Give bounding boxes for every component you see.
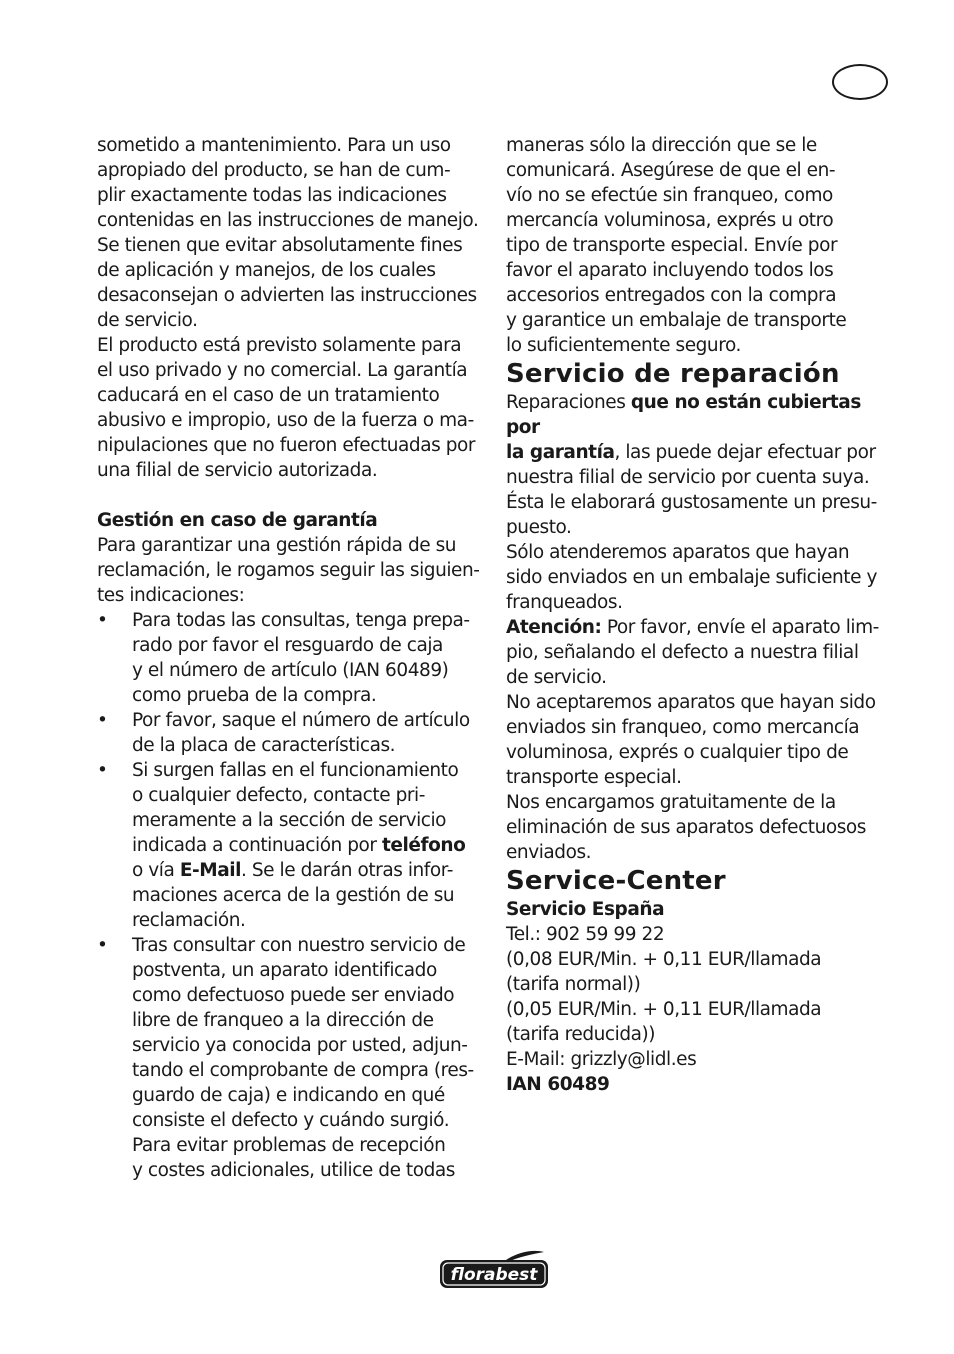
list-item-text: o vía — [132, 860, 175, 881]
service-country-title: Servicio España — [506, 899, 665, 920]
reparacion-paragraph-2: Sólo atenderemos aparatos que hayan sido enviados en un embalaje suficiente y franqueados. — [506, 542, 877, 613]
list-item-text: . Se le darán otras infor- maciones acerca de la gestión de su reclamación. — [132, 860, 455, 931]
text-run: , las puede dejar efectuar por nuestra filial de servicio por cuenta suya. Ésta le elaborará gustosamente un presu- puesto. — [506, 442, 877, 538]
florabest-logo — [438, 1250, 550, 1290]
bullet-icon: • — [97, 610, 108, 631]
attention-label: Atención: — [506, 617, 602, 638]
continuation-paragraph: maneras sólo la dirección que se le comunicará. Asegúrese de que el en- vío no se efectúe sin franqueo, como mercancía voluminosa, exprés u otro tipo de transporte especial. Envíe por favor el aparato incluyendo todos los accesorios entregados con la compra y garantice un embalaje de transporte lo suficientemente seguro. — [506, 135, 847, 356]
left-column — [97, 133, 489, 1183]
list-item — [97, 608, 489, 708]
list-item-text: Si surgen fallas en el funcionamiento o cualquier defecto, contacte pri- meramente a la sección de servicio indicada a continuación por — [132, 760, 459, 856]
bullet-icon: • — [97, 710, 108, 731]
language-badge — [832, 64, 888, 100]
logo-text: florabest — [450, 1265, 538, 1285]
text-run: Por favor, envíe el aparato lim- pio, señalando el defecto a nuestra filial de servicio. — [506, 617, 879, 688]
not-covered-emphasis: que no están cubiertas por la garantía — [506, 392, 861, 463]
bullet-icon: • — [97, 760, 108, 781]
service-ian: IAN 60489 — [506, 1074, 610, 1095]
list-item-text: Para todas las consultas, tenga prepa- rado por favor el resguardo de caja y el número de artículo (IAN 60489) como prueba de la compra. — [132, 610, 470, 706]
gestion-intro: Para garantizar una gestión rápida de su reclamación, le rogamos seguir las siguien- tes indicaciones: — [97, 535, 480, 606]
reparacion-heading: Servicio de reparación — [506, 359, 840, 389]
email-emphasis: E-Mail — [179, 860, 242, 881]
text-run: Reparaciones — [506, 392, 631, 413]
logo-leaf-icon — [506, 1251, 544, 1261]
reparacion-paragraph-1 — [506, 390, 892, 540]
list-item-text: Tras consultar con nuestro servicio de postventa, un aparato identificado como defectuoso puede ser enviado libre de franqueo a la dirección de servicio ya conocida por usted, adjun- tando el comprobante de compra (res- guardo de caja) e indicando en qué consiste el defecto y cuándo surgió. Para evitar problemas de recepción y costes adicionales, utilice de todas — [132, 935, 474, 1181]
phone-emphasis: teléfono — [382, 835, 466, 856]
service-phone: Tel.: 902 59 99 22 — [506, 924, 665, 945]
gestion-list — [97, 608, 489, 1183]
list-item — [97, 933, 489, 1183]
list-item — [97, 758, 489, 933]
reparacion-paragraph-4: No aceptaremos aparatos que hayan sido enviados sin franqueo, como mercancía voluminosa, exprés o cualquier tipo de transporte especial. — [506, 692, 876, 788]
warranty-paragraph-2: El producto está previsto solamente para el uso privado y no comercial. La garantía caducará en el caso de un tratamiento abusivo e impropio, uso de la fuerza o ma- nipulaciones que no fueron efectuadas por una filial de servicio autorizada. — [97, 335, 476, 481]
service-center-heading: Service-Center — [506, 866, 726, 896]
service-email: E-Mail: grizzly@lidl.es — [506, 1049, 697, 1070]
warranty-paragraph-1: sometido a mantenimiento. Para un uso apropiado del producto, se han de cum- plir exactamente todas las indicaciones contenidas en las instrucciones de manejo. Se tienen que evitar absolutamente fines de aplicación y manejos, de los cuales desaconsejan o advierten las instrucciones de servicio. — [97, 135, 479, 331]
service-rate-reduced: (0,05 EUR/Min. + 0,11 EUR/llamada (tarifa reducida)) — [506, 999, 822, 1045]
gestion-heading: Gestión en caso de garantía — [97, 510, 378, 531]
right-column — [506, 133, 892, 1097]
list-item — [97, 708, 489, 758]
service-rate-normal: (0,08 EUR/Min. + 0,11 EUR/llamada (tarifa normal)) — [506, 949, 822, 995]
list-item-text: Por favor, saque el número de artículo de la placa de características. — [132, 710, 470, 756]
reparacion-paragraph-5: Nos encargamos gratuitamente de la eliminación de sus aparatos defectuosos enviados. — [506, 792, 866, 863]
reparacion-paragraph-3 — [506, 615, 892, 690]
bullet-icon: • — [97, 935, 108, 956]
